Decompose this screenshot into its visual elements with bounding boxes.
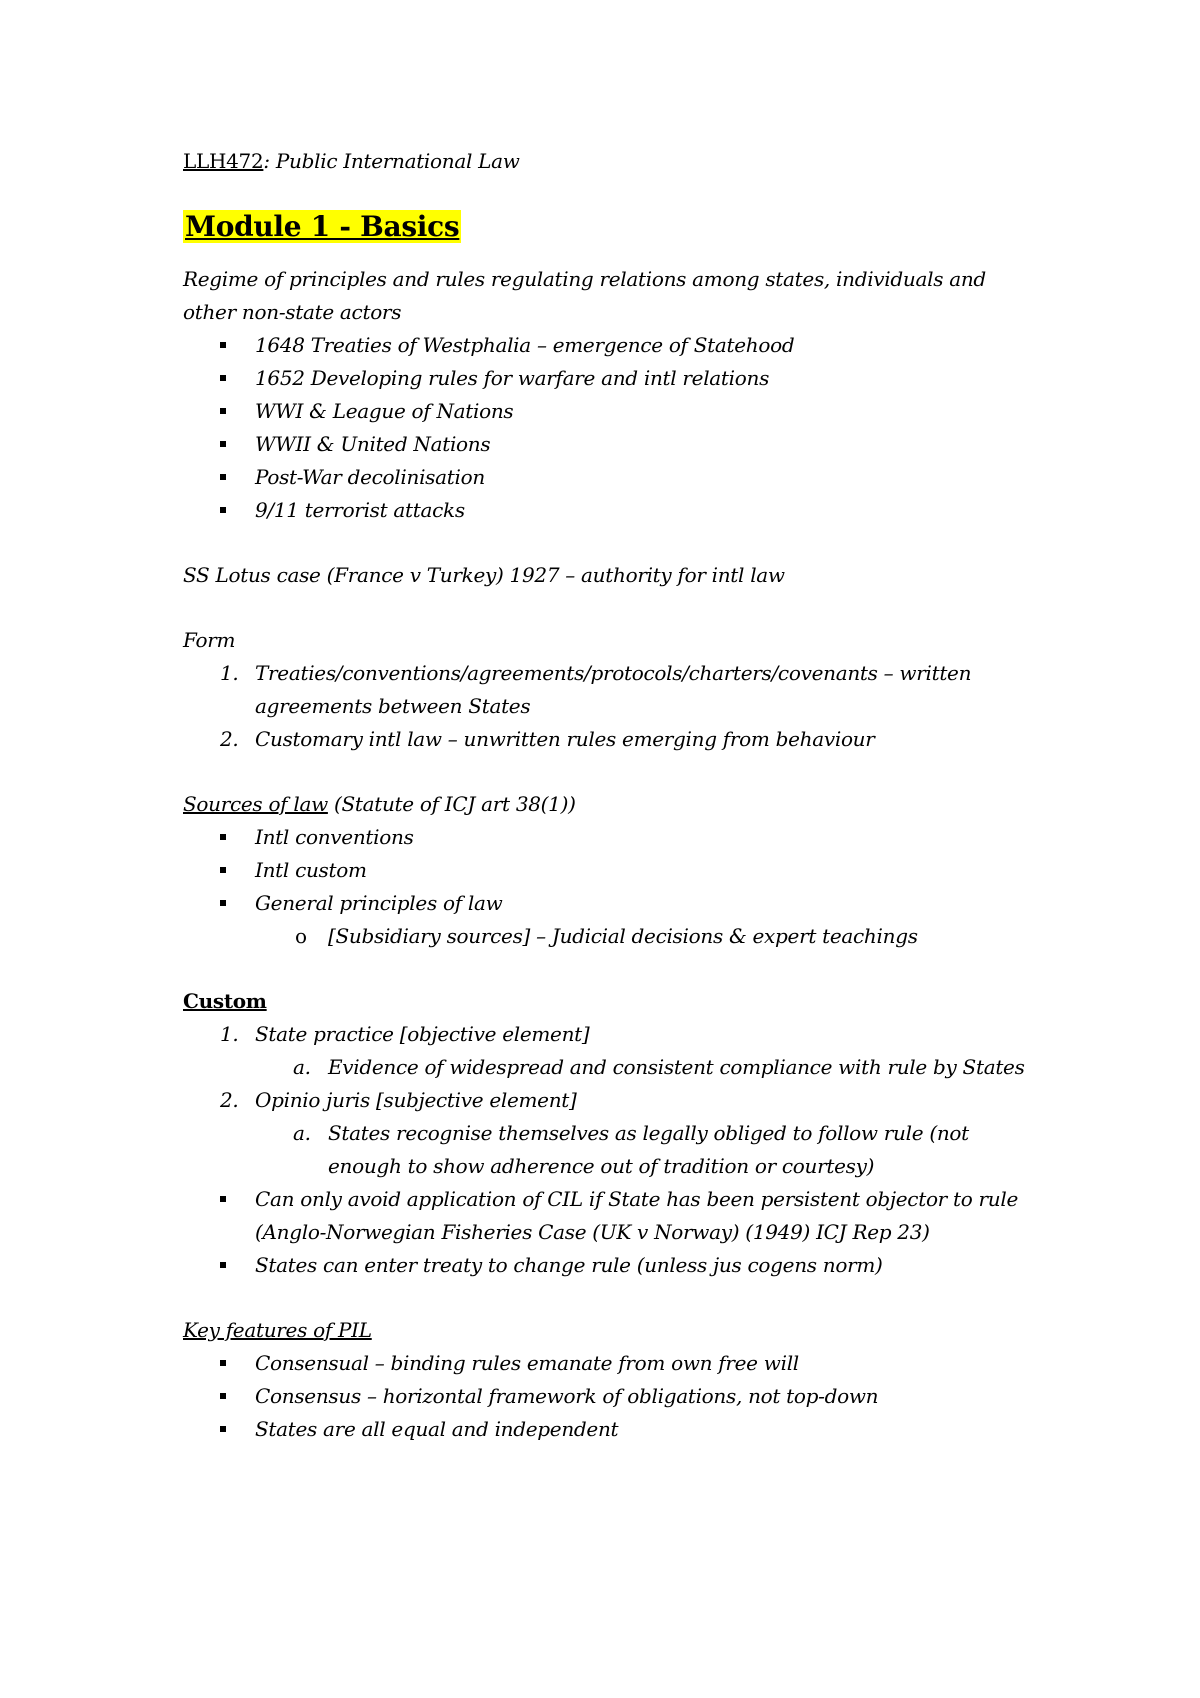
list-item: States can enter treaty to change rule (unless jus cogens norm) [183, 1249, 1043, 1282]
square-bullet-icon [220, 1393, 226, 1399]
custom-list [183, 1084, 1043, 1117]
sources-heading-label: Sources of law [183, 792, 328, 816]
square-bullet-icon [220, 375, 226, 381]
list-item: 9/11 terrorist attacks [183, 494, 1043, 527]
list-marker: a. [293, 1055, 311, 1079]
list-item: Consensual – binding rules emanate from own free will [183, 1347, 1043, 1380]
list-item: a. States recognise themselves as legally obliged to follow rule (not enough to show adherence out of tradition or courtesy) [183, 1117, 1043, 1183]
list-item: WWI & League of Nations [183, 395, 1043, 428]
form-heading: Form [183, 628, 236, 652]
list-item: Post-War decolinisation [183, 461, 1043, 494]
list-item: WWII & United Nations [183, 428, 1043, 461]
list-item: Can only avoid application of CIL if State has been persistent objector to rule (Anglo-Norwegian Fisheries Case (UK v Norway) (1949) ICJ Rep 23) [183, 1183, 1043, 1249]
square-bullet-icon [220, 408, 226, 414]
custom-sublist [183, 1117, 1043, 1183]
custom-list [183, 1018, 1043, 1051]
custom-sublist [183, 1051, 1043, 1084]
form-list [183, 657, 1043, 756]
square-bullet-icon [220, 507, 226, 513]
module-title: Module 1 - Basics [185, 210, 460, 243]
list-marker: 2. [220, 727, 239, 751]
list-item: 1. State practice [objective element] [183, 1018, 1043, 1051]
sources-heading-suffix: (Statute of ICJ art 38(1)) [327, 792, 576, 816]
square-bullet-icon [220, 1426, 226, 1432]
list-item: States are all equal and independent [183, 1413, 1043, 1446]
square-bullet-icon [220, 1196, 226, 1202]
list-item: Intl custom [183, 854, 1043, 887]
features-list [183, 1347, 1043, 1446]
square-bullet-icon [220, 1262, 226, 1268]
sources-heading [183, 788, 1043, 821]
document-body [183, 145, 1043, 1446]
square-bullet-icon [220, 834, 226, 840]
intro-paragraph: Regime of principles and rules regulating relations among states, individuals and other non-state actors [183, 267, 986, 324]
lotus-case-line: SS Lotus case (France v Turkey) 1927 – authority for intl law [183, 563, 785, 587]
history-list [183, 329, 1043, 527]
square-bullet-icon [220, 867, 226, 873]
list-item: 2. Opinio juris [subjective element] [183, 1084, 1043, 1117]
list-marker: 1. [220, 1022, 239, 1046]
square-bullet-icon [220, 342, 226, 348]
sources-sublist [183, 920, 1043, 953]
sources-list [183, 821, 1043, 920]
custom-heading: Custom [183, 989, 267, 1013]
square-bullet-icon [220, 1360, 226, 1366]
list-item: General principles of law [183, 887, 1043, 920]
features-heading-label: Key features of PIL [183, 1318, 372, 1342]
custom-bullets [183, 1183, 1043, 1282]
course-code: LLH472 [183, 149, 264, 173]
list-item: 1. Treaties/conventions/agreements/protocols/charters/covenants – written agreements between States [183, 657, 1043, 723]
list-item: o [Subsidiary sources] – Judicial decisions & expert teachings [183, 920, 1043, 953]
list-item: a. Evidence of widespread and consistent compliance with rule by States [183, 1051, 1043, 1084]
square-bullet-icon [220, 900, 226, 906]
list-marker: 1. [220, 661, 239, 685]
list-item: Intl conventions [183, 821, 1043, 854]
list-item: 1648 Treaties of Westphalia – emergence of Statehood [183, 329, 1043, 362]
course-title: : Public International Law [263, 149, 520, 173]
list-marker: 2. [220, 1088, 239, 1112]
list-item: Consensus – horizontal framework of obligations, not top-down [183, 1380, 1043, 1413]
list-marker: a. [293, 1121, 311, 1145]
square-bullet-icon [220, 441, 226, 447]
circle-bullet-icon: o [295, 924, 307, 948]
course-header [183, 145, 1043, 178]
module-heading [183, 206, 1043, 248]
list-item: 2. Customary intl law – unwritten rules emerging from behaviour [183, 723, 1043, 756]
square-bullet-icon [220, 474, 226, 480]
features-heading [183, 1314, 1043, 1347]
list-item: 1652 Developing rules for warfare and intl relations [183, 362, 1043, 395]
